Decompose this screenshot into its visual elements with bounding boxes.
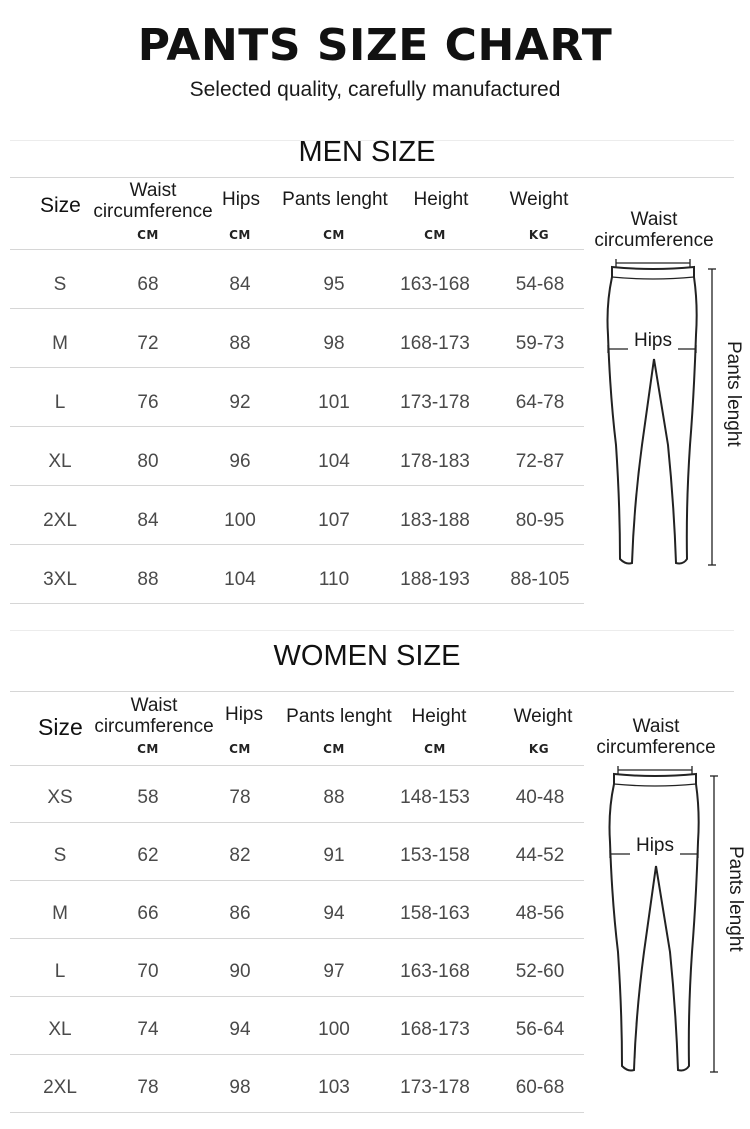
pants-length-cell: 88	[323, 787, 345, 808]
waist-cell: 58	[137, 787, 159, 808]
height-cell: 163-168	[400, 274, 470, 295]
hips-cell: 104	[224, 569, 256, 590]
row-divider	[10, 1112, 584, 1113]
height-cell: 173-178	[400, 392, 470, 413]
waist-cell: 84	[137, 510, 159, 531]
row-divider	[10, 938, 584, 939]
hips-cell: 86	[229, 903, 251, 924]
height-cell: 158-163	[400, 903, 470, 924]
row-divider	[10, 603, 584, 604]
size-cell: S	[53, 845, 67, 866]
size-header: Size	[38, 714, 83, 740]
waist-header: Waist circumference	[94, 695, 214, 737]
size-cell: M	[52, 903, 68, 924]
waist-cell: 80	[137, 451, 159, 472]
pants-length-cell: 110	[318, 569, 350, 590]
women-pants-diagram	[588, 712, 748, 1092]
chart-title: PANTS SIZE CHART	[137, 20, 613, 71]
size-cell: XS	[47, 787, 73, 808]
height-header: Height	[411, 706, 467, 727]
waist-cell: 76	[137, 392, 159, 413]
height-cell: 153-158	[400, 845, 470, 866]
hips-cell: 78	[229, 787, 251, 808]
weight-cell: 56-64	[515, 1019, 565, 1040]
pants-length-diagram-label: Pants lenght	[725, 846, 746, 952]
waist-cell: 78	[137, 1077, 159, 1098]
pants-length-cell: 91	[323, 845, 345, 866]
pants-length-cell: 107	[318, 510, 350, 531]
height-cell: 173-178	[400, 1077, 470, 1098]
unit-label: KG	[528, 228, 550, 242]
height-cell: 178-183	[400, 451, 470, 472]
height-cell: 168-173	[400, 333, 470, 354]
waist-cell: 66	[137, 903, 159, 924]
divider	[10, 765, 584, 766]
unit-label: CM	[137, 228, 159, 242]
row-divider	[10, 308, 584, 309]
waist-cell: 72	[137, 333, 159, 354]
weight-cell: 40-48	[515, 787, 565, 808]
row-divider	[10, 996, 584, 997]
divider	[10, 177, 734, 178]
divider	[10, 691, 734, 692]
hips-cell: 88	[229, 333, 251, 354]
hips-cell: 92	[229, 392, 251, 413]
waist-diagram-label: Waist circumference	[596, 716, 716, 758]
unit-label: CM	[229, 228, 251, 242]
weight-cell: 80-95	[515, 510, 565, 531]
row-divider	[10, 880, 584, 881]
weight-cell: 54-68	[515, 274, 565, 295]
pants-length-header: Pants lenght	[286, 706, 392, 727]
hips-header: Hips	[221, 189, 260, 210]
hips-cell: 96	[229, 451, 251, 472]
size-cell: L	[54, 961, 66, 982]
weight-header: Weight	[513, 706, 573, 727]
hips-diagram-label: Hips	[630, 835, 680, 856]
divider	[10, 249, 584, 250]
chart-subtitle: Selected quality, carefully manufactured	[189, 78, 561, 101]
size-cell: XL	[48, 1019, 72, 1040]
divider	[10, 630, 734, 631]
hips-cell: 94	[229, 1019, 251, 1040]
size-header: Size	[40, 194, 81, 217]
weight-cell: 48-56	[515, 903, 565, 924]
waist-diagram-label: Waist circumference	[594, 209, 714, 251]
unit-label: CM	[229, 742, 251, 756]
pants-length-cell: 98	[323, 333, 345, 354]
pants-length-cell: 101	[318, 392, 350, 413]
weight-cell: 72-87	[515, 451, 565, 472]
size-cell: 2XL	[43, 1077, 77, 1098]
size-cell: M	[52, 333, 68, 354]
men-section-title: MEN SIZE	[298, 136, 436, 168]
pants-length-cell: 103	[318, 1077, 350, 1098]
men-pants-diagram	[586, 205, 746, 585]
size-cell: XL	[48, 451, 72, 472]
waist-cell: 74	[137, 1019, 159, 1040]
height-header: Height	[413, 189, 469, 210]
row-divider	[10, 1054, 584, 1055]
weight-cell: 52-60	[515, 961, 565, 982]
height-cell: 183-188	[400, 510, 470, 531]
weight-cell: 88-105	[510, 569, 570, 590]
unit-label: CM	[323, 228, 345, 242]
pants-length-diagram-label: Pants lenght	[723, 341, 744, 447]
hips-cell: 84	[229, 274, 251, 295]
pants-length-cell: 104	[318, 451, 350, 472]
hips-cell: 98	[229, 1077, 251, 1098]
row-divider	[10, 544, 584, 545]
size-cell: 3XL	[43, 569, 77, 590]
unit-label: CM	[323, 742, 345, 756]
height-cell: 188-193	[400, 569, 470, 590]
hips-header: Hips	[224, 704, 263, 725]
weight-cell: 44-52	[515, 845, 565, 866]
weight-cell: 60-68	[515, 1077, 565, 1098]
row-divider	[10, 426, 584, 427]
row-divider	[10, 485, 584, 486]
unit-label: CM	[137, 742, 159, 756]
waist-cell: 68	[137, 274, 159, 295]
weight-cell: 59-73	[515, 333, 565, 354]
unit-label: CM	[424, 742, 446, 756]
weight-cell: 64-78	[515, 392, 565, 413]
pants-length-cell: 94	[323, 903, 345, 924]
waist-cell: 88	[137, 569, 159, 590]
height-cell: 148-153	[400, 787, 470, 808]
unit-label: CM	[424, 228, 446, 242]
weight-header: Weight	[509, 189, 569, 210]
pants-length-cell: 100	[318, 1019, 350, 1040]
pants-length-cell: 95	[323, 274, 345, 295]
waist-cell: 70	[137, 961, 159, 982]
women-section-title: WOMEN SIZE	[273, 640, 461, 672]
hips-cell: 100	[224, 510, 256, 531]
size-cell: S	[53, 274, 67, 295]
row-divider	[10, 367, 584, 368]
pants-length-cell: 97	[323, 961, 345, 982]
waist-header: Waist circumference	[93, 180, 213, 222]
height-cell: 168-173	[400, 1019, 470, 1040]
height-cell: 163-168	[400, 961, 470, 982]
pants-length-header: Pants lenght	[282, 189, 388, 210]
size-cell: 2XL	[43, 510, 77, 531]
hips-cell: 82	[229, 845, 251, 866]
waist-cell: 62	[137, 845, 159, 866]
size-cell: L	[54, 392, 66, 413]
hips-diagram-label: Hips	[628, 330, 678, 351]
unit-label: KG	[528, 742, 550, 756]
row-divider	[10, 822, 584, 823]
hips-cell: 90	[229, 961, 251, 982]
